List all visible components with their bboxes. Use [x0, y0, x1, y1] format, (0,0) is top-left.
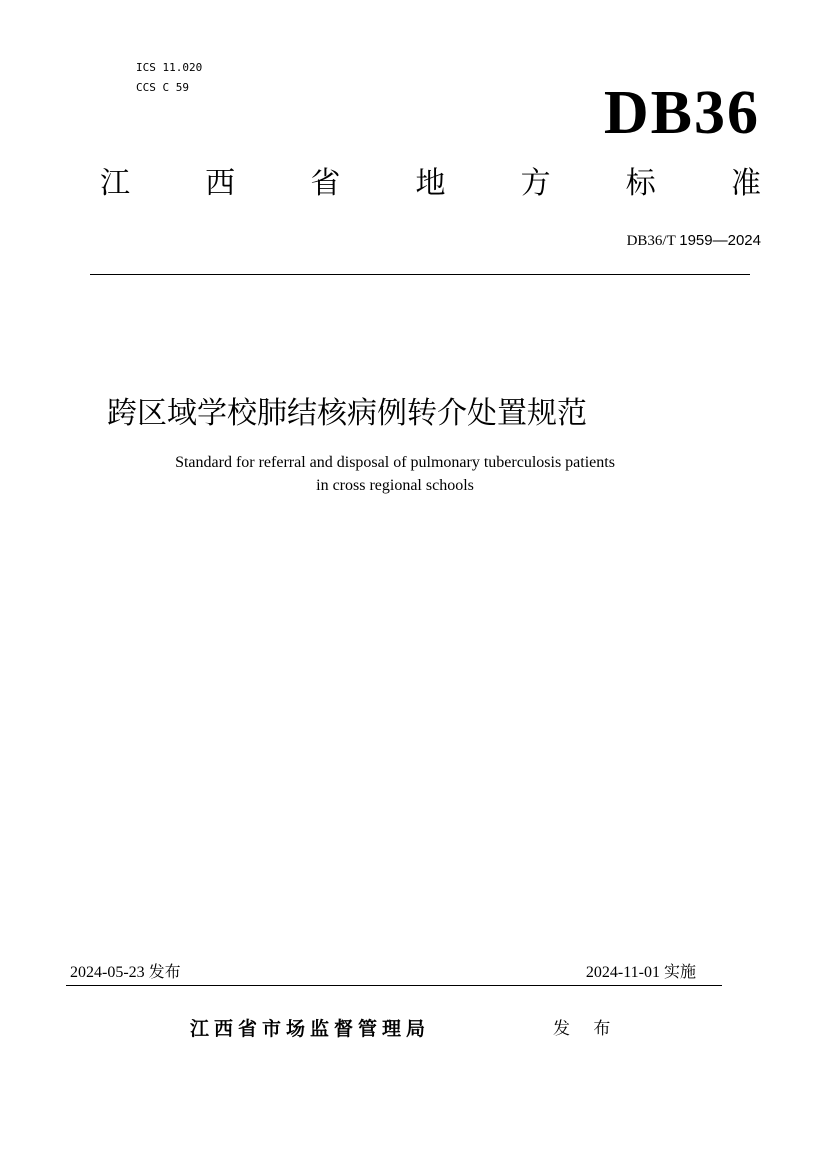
standard-number-value: 1959—2024 [679, 232, 761, 249]
standard-type-char: 江 [100, 166, 130, 201]
document-title-english [90, 451, 700, 497]
english-title-line-1: Standard for referral and disposal of pulmonary tuberculosis patients [175, 454, 615, 471]
issue-date-label: 发布 [148, 964, 181, 981]
standard-type-char: 方 [520, 166, 551, 201]
footer-divider [66, 985, 722, 986]
issue-date-value: 2024-05-23 [70, 964, 145, 981]
ics-code: ICS 11.020 [136, 61, 203, 74]
issue-date [70, 962, 181, 984]
standard-type-char: 标 [625, 166, 656, 201]
standard-type-char: 地 [415, 166, 446, 201]
document-title-chinese: 跨区域学校肺结核病例转介处置规范 [107, 396, 587, 431]
classification-codes [136, 58, 202, 98]
standard-type-char: 西 [205, 166, 236, 201]
implementation-date [586, 962, 696, 984]
english-title-line-2: in cross regional schools [316, 477, 474, 494]
standard-type-char: 省 [310, 166, 341, 201]
header-divider [90, 274, 750, 275]
standard-number [627, 230, 761, 252]
standard-number-prefix: DB36/T [626, 233, 676, 249]
issuing-action: 发 布 [553, 1019, 620, 1039]
ccs-code: CCS C 59 [136, 81, 189, 94]
standard-type-heading [100, 162, 761, 206]
implementation-date-value: 2024-11-01 [585, 964, 660, 981]
standard-code-logo: DB36 [603, 79, 760, 147]
standard-type-char: 准 [730, 166, 761, 201]
implementation-date-label: 实施 [663, 964, 696, 981]
issuing-authority: 江西省市场监督管理局 [190, 1018, 431, 1040]
